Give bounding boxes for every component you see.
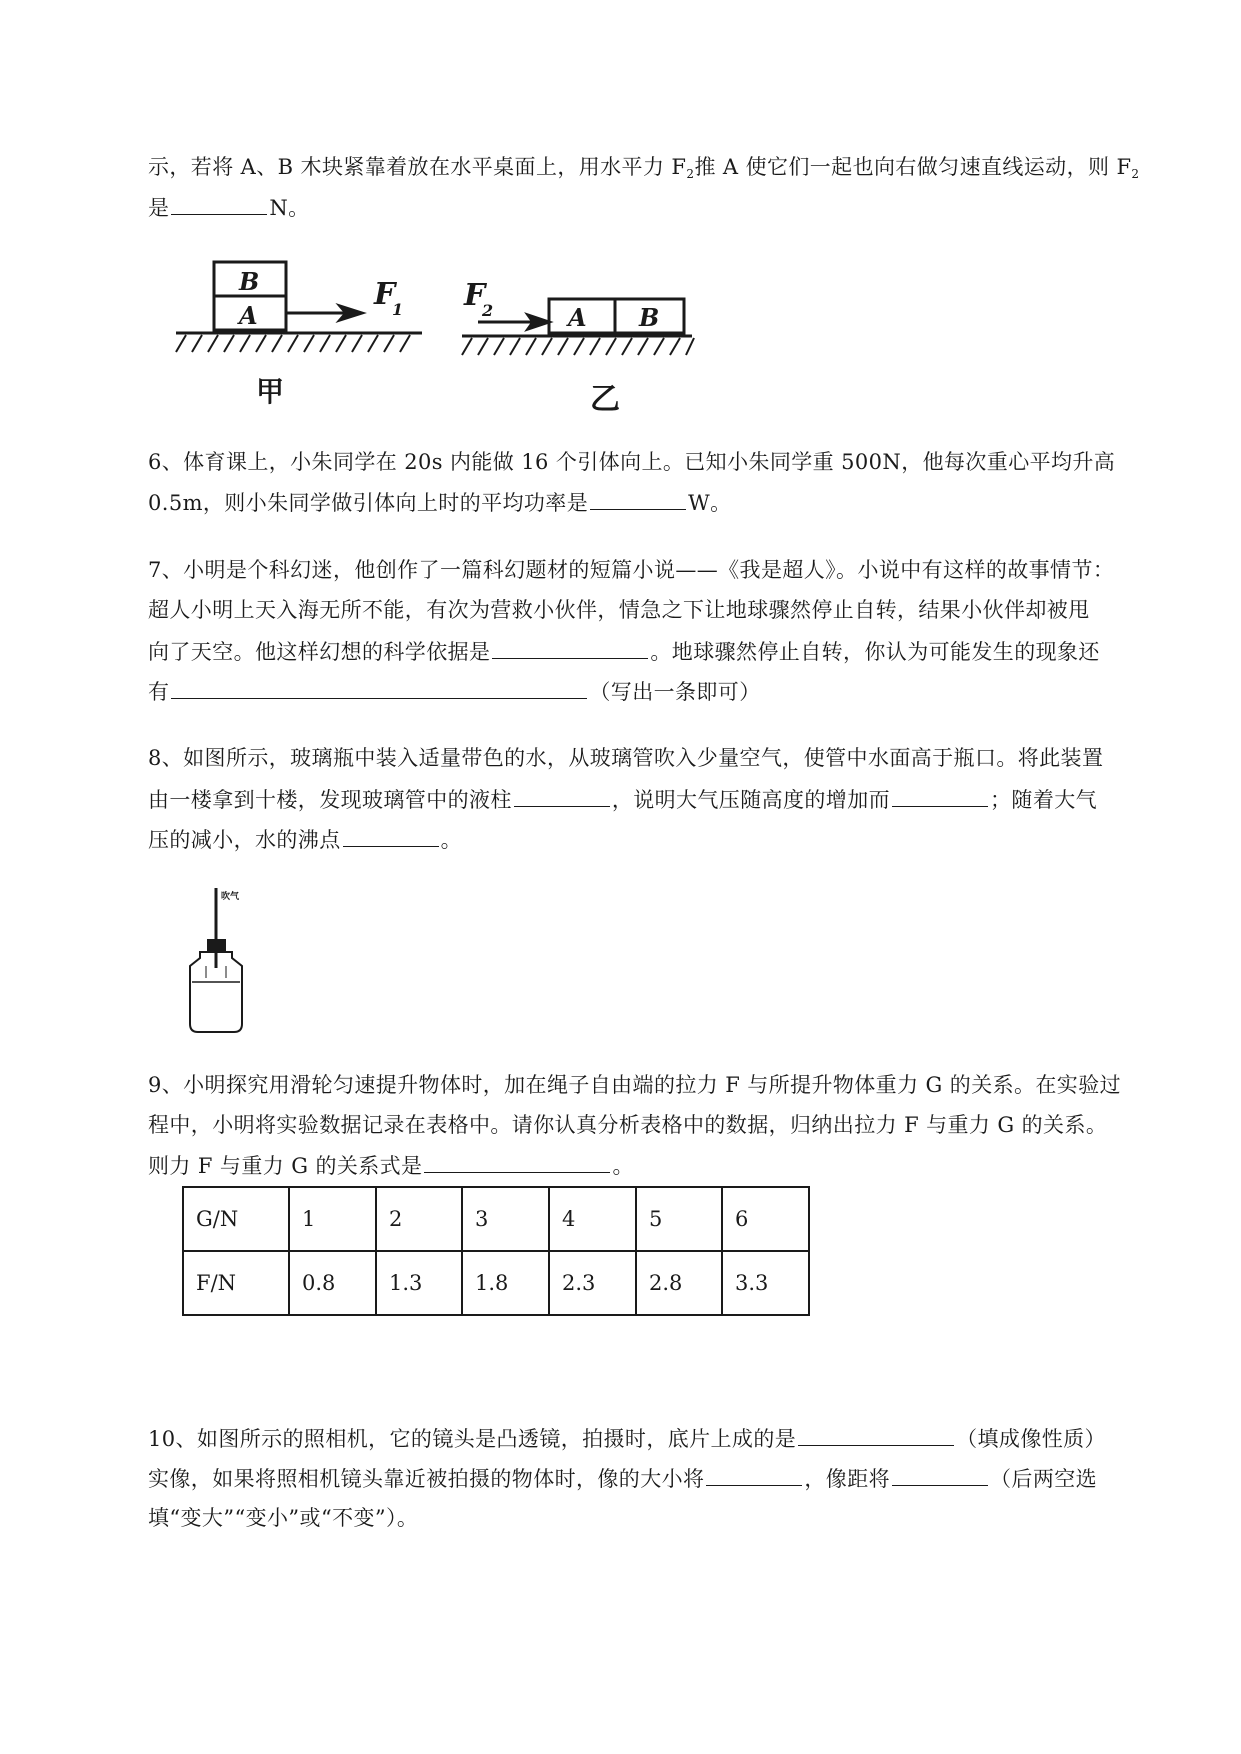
table-cell: 1.8	[462, 1251, 549, 1315]
table-cell: 1.3	[376, 1251, 462, 1315]
q10-text-e: （后两空选	[990, 1467, 1098, 1491]
q5-sub-1: 2	[686, 167, 695, 181]
q6-answer-blank[interactable]	[590, 487, 686, 510]
table-cell: 2	[376, 1187, 462, 1251]
q7-answer-blank-2[interactable]	[171, 676, 587, 699]
q10-answer-blank-2[interactable]	[706, 1463, 802, 1486]
bottle-stopper	[208, 940, 225, 952]
table-cell: 3.3	[722, 1251, 809, 1315]
fig-label-b-right: B	[639, 303, 660, 332]
q10-answer-blank-1[interactable]	[798, 1423, 954, 1446]
table-cell: 0.8	[289, 1251, 376, 1315]
q7-line-3	[148, 636, 1100, 667]
q5-line-1	[148, 152, 1139, 189]
block-b-top	[214, 262, 286, 296]
q9-line-2: 程中，小明将实验数据记录在表格中。请你认真分析表格中的数据，归纳出拉力 F 与重力 G 的关系。	[148, 1113, 1108, 1137]
figure-left	[176, 262, 422, 352]
q10-line-1	[148, 1423, 1106, 1454]
q10-text-d: ，像距将	[804, 1467, 891, 1491]
q8-answer-blank-1[interactable]	[514, 784, 610, 807]
q8-line-2	[148, 784, 1097, 815]
bottle-outline	[190, 952, 242, 1032]
caption-jia: 甲	[256, 375, 285, 408]
q9-line-3	[148, 1150, 634, 1181]
q5-text-d: N。	[269, 196, 310, 220]
fig-label-b: B	[239, 267, 260, 296]
q8-figure-label: 吹气	[221, 892, 240, 902]
q8-line-1: 8、如图所示，玻璃瓶中装入适量带色的水，从玻璃管吹入少量空气，使管中水面高于瓶口。将此装置	[148, 746, 1104, 770]
fig-label-f2: F	[464, 278, 486, 313]
q8-answer-blank-3[interactable]	[343, 824, 439, 847]
q8-text-b: ，说明大气压随高度的增加而	[611, 788, 891, 812]
table-cell: F/N	[183, 1251, 289, 1315]
q5-sub-2: 2	[1131, 167, 1140, 181]
q8-bottle-figure	[190, 888, 242, 1032]
q9-text-b: 。	[612, 1154, 634, 1178]
q5-text-c: 是	[148, 196, 170, 220]
q7-text-b: 。地球骤然停止自转，你认为可能发生的现象还	[650, 640, 1100, 664]
q8-text-a: 由一楼拿到十楼，发现玻璃管中的液柱	[148, 788, 512, 812]
q8-answer-blank-2[interactable]	[892, 784, 988, 807]
q10-text-b: （填成像性质）	[956, 1427, 1106, 1451]
q6-text-a: 0.5m，则小朱同学做引体向上时的平均功率是	[148, 491, 589, 515]
force-f1-arrowhead	[340, 306, 362, 320]
fig-label-f1-sub: 1	[392, 300, 404, 319]
q5-line-2	[148, 192, 310, 223]
q7-line-4	[148, 676, 761, 707]
table-cell: 6	[722, 1187, 809, 1251]
q6-line-1: 6、体育课上，小朱同学在 20s 内能做 16 个引体向上。已知小朱同学重 500N，他每次重心平均升高	[148, 450, 1116, 474]
table-cell: 3	[462, 1187, 549, 1251]
q7-text-d: （写出一条即可）	[589, 680, 761, 704]
q8-line-3	[148, 824, 462, 855]
q5-text-a: 示，若将 A、B 木块紧靠着放在水平桌面上，用水平力 F	[148, 155, 687, 179]
fig-label-f2-sub: 2	[482, 301, 494, 320]
q7-text-c: 有	[148, 680, 170, 704]
fig-label-f1: F	[374, 277, 396, 312]
q5-text-b: 推 A 使它们一起也向右做匀速直线运动，则 F	[694, 155, 1132, 179]
block-a-right	[549, 299, 615, 333]
table-row-g	[183, 1187, 809, 1251]
q8-text-d: 压的减小，水的沸点	[148, 828, 341, 852]
block-a-bottom	[214, 296, 286, 330]
force-f2-arrowhead	[528, 315, 549, 329]
q9-data-table	[182, 1186, 810, 1316]
table-cell: 2.3	[549, 1251, 636, 1315]
q5-answer-blank[interactable]	[171, 192, 267, 215]
table-cell: 5	[636, 1187, 722, 1251]
q9-line-1: 9、小明探究用滑轮匀速提升物体时，加在绳子自由端的拉力 F 与所提升物体重力 G 的关系。在实验过	[148, 1073, 1122, 1097]
fig-label-a-right: A	[568, 303, 587, 332]
q10-text-a: 10、如图所示的照相机，它的镜头是凸透镜，拍摄时，底片上成的是	[148, 1427, 797, 1451]
caption-yi: 乙	[590, 382, 620, 417]
q6-line-2	[148, 487, 732, 518]
q10-line-3: 填“变大”“变小”或“不变”）。	[148, 1506, 419, 1530]
block-b-right	[615, 299, 684, 333]
q10-text-c: 实像，如果将照相机镜头靠近被拍摄的物体时，像的大小将	[148, 1467, 705, 1491]
q9-text-a: 则力 F 与重力 G 的关系式是	[148, 1154, 423, 1178]
q8-text-e: 。	[440, 828, 463, 852]
figure-right	[462, 299, 694, 355]
table-row-f	[183, 1251, 809, 1315]
q10-line-2	[148, 1463, 1097, 1494]
table-cell: 1	[289, 1187, 376, 1251]
q7-text-a: 向了天空。他这样幻想的科学依据是	[148, 640, 491, 664]
table-cell: 2.8	[636, 1251, 722, 1315]
hatch-right	[462, 338, 694, 355]
q9-answer-blank[interactable]	[424, 1150, 610, 1173]
table-cell: G/N	[183, 1187, 289, 1251]
q8-text-c: ；随着大气	[990, 788, 1098, 812]
q6-text-b: W。	[688, 491, 732, 515]
q7-answer-blank-1[interactable]	[492, 636, 648, 659]
q7-line-1: 7、小明是个科幻迷，他创作了一篇科幻题材的短篇小说——《我是超人》。小说中有这样的故事情节：	[148, 558, 1115, 582]
fig-label-a: A	[239, 301, 258, 330]
q10-answer-blank-3[interactable]	[892, 1463, 988, 1486]
q7-line-2: 超人小明上天入海无所不能，有次为营救小伙伴，情急之下让地球骤然停止自转，结果小伙伴却被甩	[148, 598, 1090, 622]
table-cell: 4	[549, 1187, 636, 1251]
hatch-left	[176, 335, 410, 352]
